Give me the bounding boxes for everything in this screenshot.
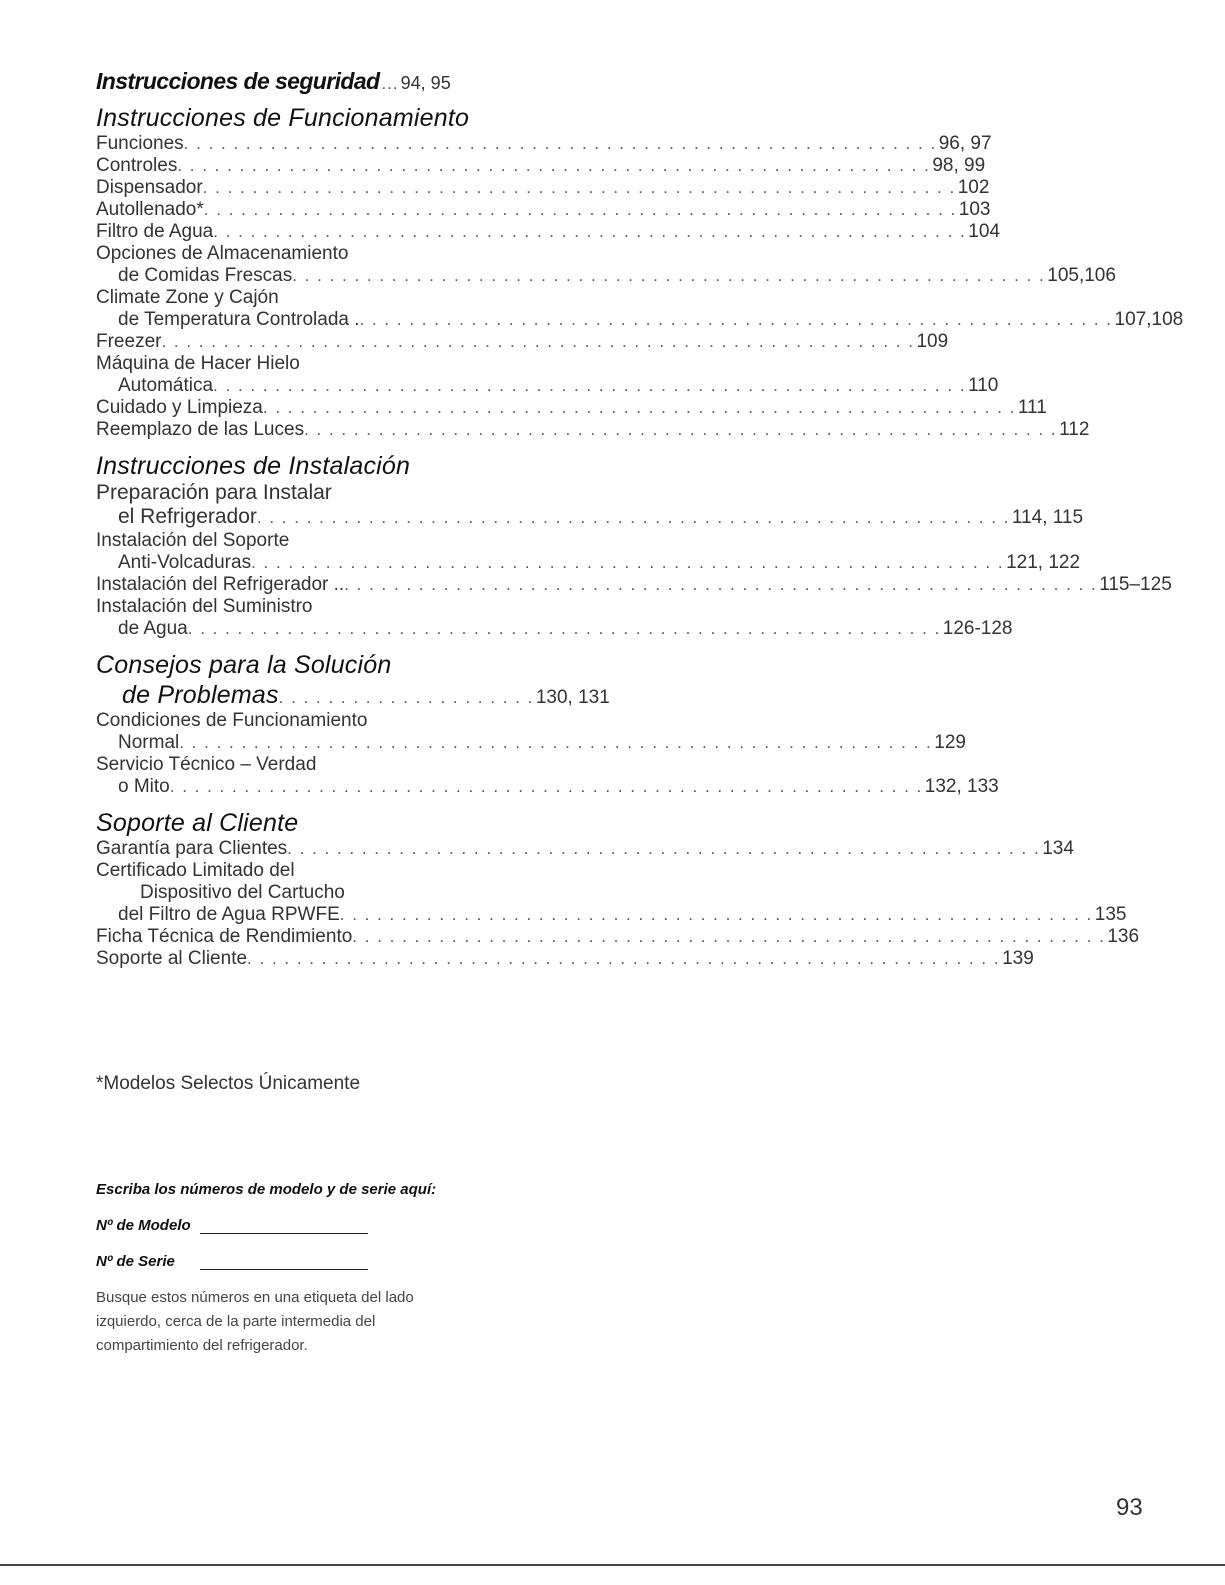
entry-page: 129 <box>934 732 966 753</box>
entry-label: Servicio Técnico – Verdad <box>96 754 317 775</box>
toc-entry <box>96 199 991 221</box>
toc-entry <box>96 481 452 505</box>
serial-number-label: Nº de Serie <box>96 1253 175 1270</box>
toc-entry <box>96 710 452 732</box>
safety-dots: ... <box>381 74 399 93</box>
entry-label: Funciones <box>96 133 184 154</box>
leader-dots <box>213 221 966 243</box>
table-of-contents <box>96 66 1184 970</box>
entry-label: el Refrigerador <box>118 505 257 528</box>
entry-page: 112 <box>1059 419 1090 440</box>
entry-label: Condiciones de Funcionamiento <box>96 710 368 731</box>
entry-label: Climate Zone y Cajón <box>96 287 279 308</box>
leader-dots <box>170 776 923 798</box>
entry-page: 134 <box>1042 838 1074 859</box>
entry-label: Instalación del Soporte <box>96 530 290 551</box>
entry-label: Filtro de Agua <box>96 221 214 242</box>
model-serial-form <box>96 1181 516 1358</box>
entry-page: 104 <box>968 221 1000 242</box>
toc-entry <box>96 375 999 397</box>
entry-label: Instalación del Refrigerador .. <box>96 574 345 595</box>
entry-label: Certificado Limitado del <box>96 860 295 881</box>
leader-dots <box>352 926 1105 948</box>
footnote: *Modelos Selectos Únicamente <box>96 1073 361 1094</box>
leader-dots <box>247 948 1000 970</box>
toc-sections <box>96 103 1184 970</box>
toc-entry <box>96 948 1034 970</box>
leader-dots: . . . . . . . . . . . . . . . . . . . . . <box>278 688 534 707</box>
toc-entry <box>96 397 1047 419</box>
toc-entry <box>96 419 1090 441</box>
toc-entry <box>96 860 452 882</box>
entry-page: 111 <box>1017 397 1047 418</box>
model-number-label: Nº de Modelo <box>96 1217 191 1234</box>
toc-entry <box>96 265 1116 287</box>
toc-entry <box>96 882 474 904</box>
leader-dots <box>213 375 966 397</box>
entry-label: Opciones de Almacenamiento <box>96 243 349 264</box>
toc-entry <box>96 596 452 618</box>
leader-dots <box>287 838 1040 860</box>
leader-dots <box>292 265 1045 287</box>
toc-entry <box>96 574 1172 596</box>
leader-dots <box>177 155 930 177</box>
entry-page: 136 <box>1107 926 1140 947</box>
toc-entry <box>96 331 949 353</box>
entry-page: 109 <box>916 331 949 352</box>
entry-label: del Filtro de Agua RPWFE <box>118 904 340 925</box>
entry-page: 135 <box>1094 904 1127 925</box>
leader-dots <box>344 574 1097 596</box>
entry-label: Cuidado y Limpieza <box>96 397 263 418</box>
model-number-line <box>96 1214 516 1234</box>
section-title: Instrucciones de Instalación <box>96 452 411 480</box>
section-title-line2: de Problemas <box>122 681 279 709</box>
toc-safety-heading <box>96 66 496 99</box>
leader-dots <box>188 618 941 640</box>
entry-page: 115–125 <box>1099 574 1172 595</box>
entry-label: de Comidas Frescas <box>118 265 293 286</box>
leader-dots <box>251 552 1004 574</box>
entry-label: Dispositivo del Cartucho <box>140 882 345 903</box>
leader-dots <box>204 199 957 221</box>
toc-section <box>96 451 1172 640</box>
toc-entry <box>96 505 1084 530</box>
entry-label: Controles <box>96 155 178 176</box>
leader-dots <box>257 506 1010 530</box>
entry-page: 126-128 <box>942 618 1013 639</box>
toc-entry <box>96 221 1000 243</box>
safety-pages: 94, 95 <box>400 73 451 93</box>
toc-entry <box>96 353 452 375</box>
leader-dots <box>203 177 956 199</box>
toc-entry <box>96 287 452 309</box>
entry-page: 105,106 <box>1047 265 1116 286</box>
entry-label: de Temperatura Controlada . <box>118 309 360 330</box>
entry-page: 98, 99 <box>932 155 986 176</box>
entry-label: o Mito <box>118 776 170 797</box>
serial-number-blank <box>200 1253 368 1270</box>
form-instructions: Busque estos números en una etiqueta del lado izquierdo, cerca de la parte intermedia del compartimiento del refrigerador. <box>96 1289 414 1354</box>
toc-entry <box>96 776 999 798</box>
entry-label: Reemplazo de las Luces <box>96 419 305 440</box>
toc-section <box>96 650 999 798</box>
leader-dots <box>161 331 914 353</box>
entry-label: de Agua <box>118 618 188 639</box>
toc-entry <box>96 838 1074 860</box>
toc-entry <box>96 133 992 155</box>
leader-dots <box>263 397 1016 419</box>
toc-entry <box>96 754 452 776</box>
entry-page: 139 <box>1002 948 1034 969</box>
entry-label: Instalación del Suministro <box>96 596 313 617</box>
page-number: 93 <box>1116 1494 1143 1521</box>
entry-label: Autollenado* <box>96 199 204 220</box>
toc-section <box>96 103 1184 441</box>
entry-page: 114, 115 <box>1011 507 1084 528</box>
section-title: Consejos para la Solución <box>96 651 392 679</box>
model-number-blank <box>200 1217 368 1234</box>
entry-page: 110 <box>968 375 999 396</box>
entry-page: 107,108 <box>1114 309 1184 330</box>
entry-page: 121, 122 <box>1006 552 1081 573</box>
toc-entry <box>96 530 452 552</box>
section-title-continued <box>96 680 610 710</box>
serial-number-line <box>96 1250 516 1270</box>
toc-entry <box>96 904 1127 926</box>
bottom-rule <box>0 1564 1225 1566</box>
toc-entry <box>96 732 966 754</box>
entry-label: Anti-Volcaduras <box>118 552 252 573</box>
entry-page: 96, 97 <box>938 133 992 154</box>
leader-dots <box>360 309 1113 331</box>
entry-label: Soporte al Cliente <box>96 948 248 969</box>
toc-entry <box>96 177 990 199</box>
safety-title: Instrucciones de seguridad <box>96 68 380 94</box>
leader-dots <box>304 419 1057 441</box>
entry-label: Ficha Técnica de Rendimiento <box>96 926 353 947</box>
leader-dots <box>184 133 937 155</box>
leader-dots <box>179 732 932 754</box>
section-page: 130, 131 <box>535 687 610 708</box>
toc-entry <box>96 243 452 265</box>
entry-label: Máquina de Hacer Hielo <box>96 353 300 374</box>
section-title: Instrucciones de Funcionamiento <box>96 104 470 132</box>
section-title: Soporte al Cliente <box>96 809 299 837</box>
entry-page: 102 <box>957 177 990 198</box>
toc-entry <box>96 926 1140 948</box>
entry-label: Freezer <box>96 331 162 352</box>
entry-label: Automática <box>118 375 214 396</box>
entry-label: Garantía para Clientes <box>96 838 288 859</box>
entry-label: Normal <box>118 732 180 753</box>
form-title: Escriba los números de modelo y de serie aquí: <box>96 1181 437 1198</box>
toc-entry <box>96 155 986 177</box>
leader-dots <box>340 904 1093 926</box>
toc-entry <box>96 552 1081 574</box>
entry-page: 132, 133 <box>924 776 999 797</box>
toc-entry <box>96 618 1013 640</box>
entry-label: Dispensador <box>96 177 203 198</box>
toc-section <box>96 808 1140 970</box>
toc-entry <box>96 309 1184 331</box>
entry-label: Preparación para Instalar <box>96 481 332 504</box>
entry-page: 103 <box>958 199 991 220</box>
